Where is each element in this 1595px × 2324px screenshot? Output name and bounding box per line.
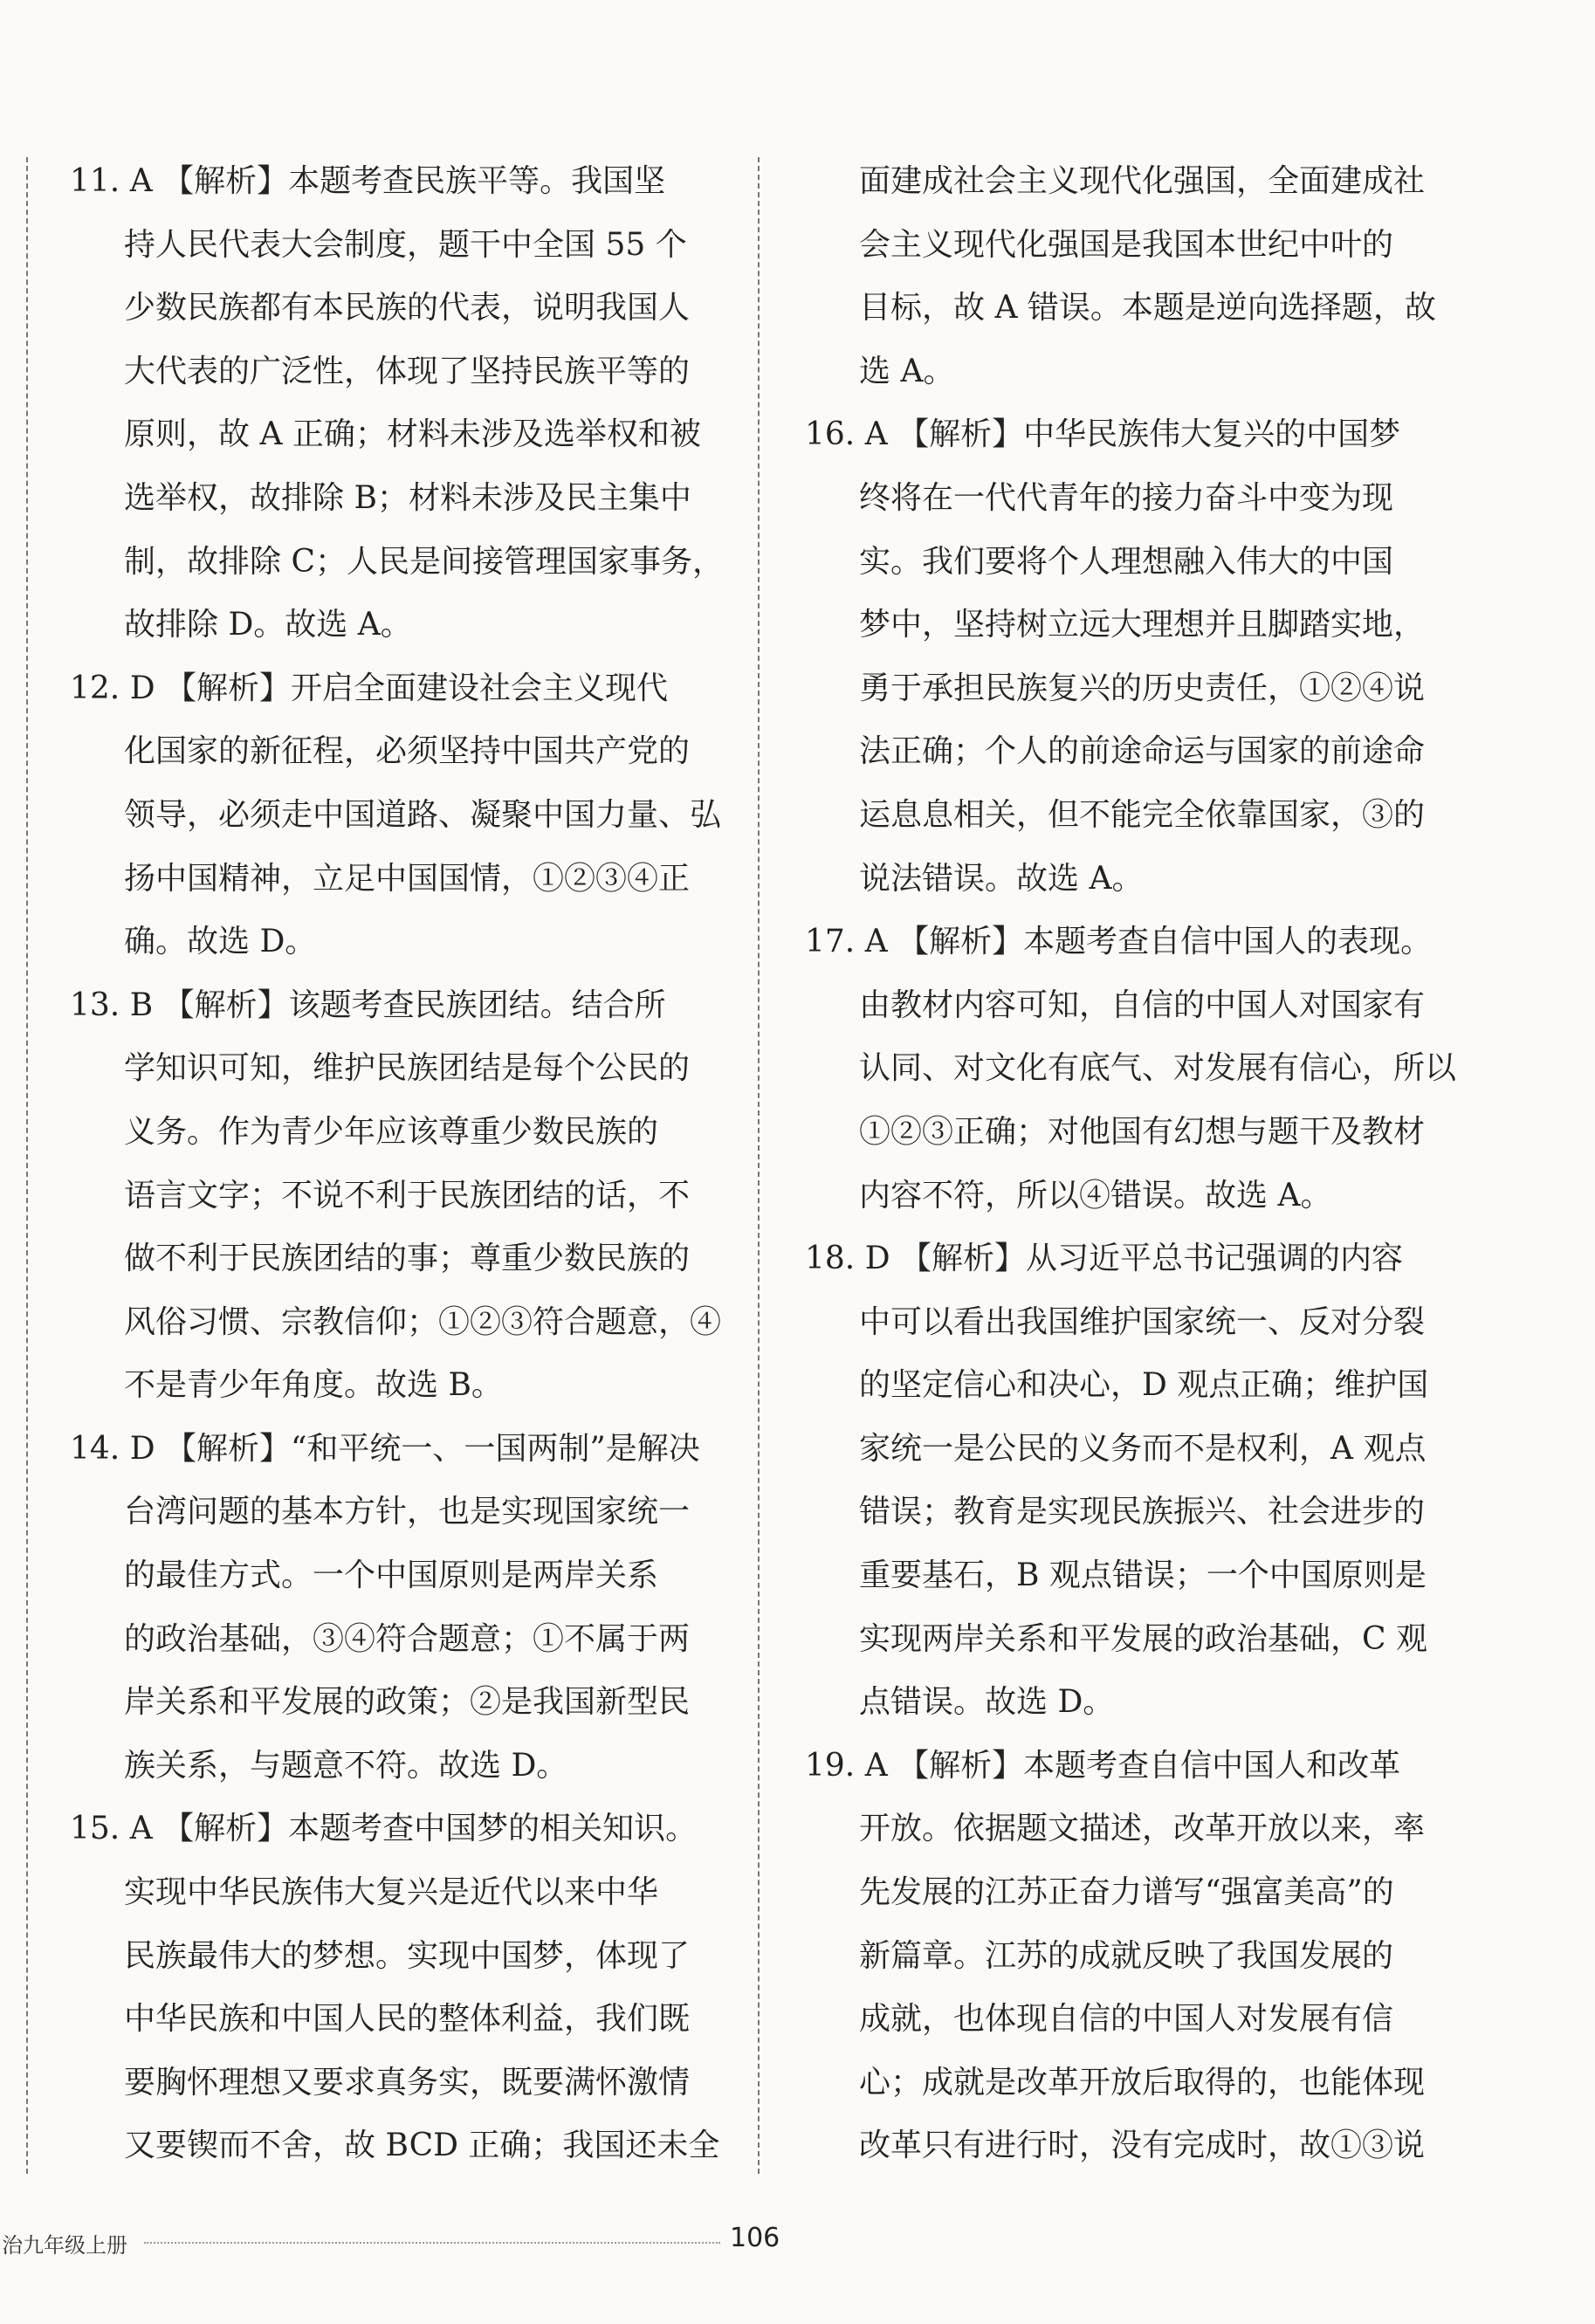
answer-line: 17. A 【解析】本题考查自信中国人的表现。 — [805, 924, 1433, 960]
answer-line: 面建成社会主义现代化强国，全面建成社 — [859, 163, 1426, 199]
answer-line: 风俗习惯、宗教信仰；①②③符合题意，④ — [124, 1303, 722, 1340]
answer-line: 岸关系和平发展的政策；②是我国新型民 — [124, 1684, 691, 1721]
left-column — [70, 150, 760, 2178]
answer-line: 开放。依据题文描述，改革开放以来，率 — [859, 1811, 1426, 1847]
answer-line: 13. B 【解析】该题考查民族团结。结合所 — [70, 987, 666, 1023]
right-column — [805, 150, 1495, 2178]
answer-line: 12. D 【解析】开启全面建设社会主义现代 — [70, 670, 669, 706]
answer-line: 义务。作为青少年应该尊重少数民族的 — [124, 1113, 659, 1150]
answer-line: 14. D 【解析】“和平统一、一国两制”是解决 — [70, 1430, 700, 1467]
answer-line: 错误；教育是实现民族振兴、社会进步的 — [859, 1494, 1426, 1530]
answer-line: 终将在一代代青年的接力奋斗中变为现 — [859, 479, 1394, 516]
answer-line: 族关系，与题意不符。故选 D。 — [124, 1747, 568, 1784]
answer-item — [70, 1798, 760, 2178]
answer-line: 故排除 D。故选 A。 — [124, 607, 412, 643]
answer-item — [805, 403, 1495, 911]
answer-line: 的最佳方式。一个中国原则是两岸关系 — [124, 1557, 659, 1594]
answer-line: 实现中华民族伟大复兴是近代以来中华 — [124, 1874, 659, 1911]
answer-line: 语言文字；不说不利于民族团结的话，不 — [124, 1177, 691, 1214]
answer-line: 少数民族都有本民族的代表，说明我国人 — [124, 290, 691, 327]
answer-line: 法正确；个人的前途命运与国家的前途命 — [859, 733, 1426, 770]
answer-line: 会主义现代化强国是我国本世纪中叶的 — [859, 226, 1394, 263]
page-footer — [0, 2217, 1595, 2270]
answer-line: 制，故排除 C；人民是间接管理国家事务， — [124, 543, 724, 580]
answer-line: 15. A 【解析】本题考查中国梦的相关知识。 — [70, 1811, 698, 1847]
answer-line: 原则，故 A 正确；材料未涉及选举权和被 — [124, 416, 701, 453]
answer-item — [70, 657, 760, 974]
answer-line: 认同、对文化有底气、对发展有信心，所以 — [859, 1050, 1457, 1087]
answer-line: ①②③正确；对他国有幻想与题干及教材 — [859, 1113, 1426, 1150]
answer-line: 运息息相关，但不能完全依靠国家，③的 — [859, 796, 1426, 833]
answer-line: 点错误。故选 D。 — [859, 1684, 1115, 1721]
answer-line: 目标，故 A 错误。本题是逆向选择题，故 — [859, 290, 1436, 327]
answer-line: 选 A。 — [859, 353, 955, 389]
answer-line: 化国家的新征程，必须坚持中国共产党的 — [124, 733, 691, 770]
answer-line: 扬中国精神，立足中国国情，①②③④正 — [124, 860, 691, 897]
answer-line: 又要锲而不舍，故 BCD 正确；我国还未全 — [124, 2128, 720, 2164]
answer-line: 改革只有进行时，没有完成时，故①③说 — [859, 2128, 1426, 2164]
answer-line: 成就，也体现自信的中国人对发展有信 — [859, 2001, 1394, 2038]
answer-line: 大代表的广泛性，体现了坚持民族平等的 — [124, 353, 691, 389]
answer-line: 先发展的江苏正奋力谱写“强富美高”的 — [859, 1874, 1394, 1911]
answer-line: 由教材内容可知，自信的中国人对国家有 — [859, 987, 1426, 1023]
answer-item — [805, 150, 1495, 403]
answer-line: 做不利于民族团结的事；尊重少数民族的 — [124, 1241, 691, 1277]
left-dashed-rule — [26, 157, 28, 2174]
answer-line: 持人民代表大会制度，题干中全国 55 个 — [124, 226, 687, 263]
answer-line: 说法错误。故选 A。 — [859, 860, 1144, 897]
answer-item — [70, 1418, 760, 1798]
answer-item — [805, 1735, 1495, 2178]
answer-line: 勇于承担民族复兴的历史责任，①②④说 — [859, 670, 1426, 706]
answer-item — [805, 1227, 1495, 1735]
footer-book-label: 治九年级上册 — [2, 2233, 127, 2258]
answer-line: 要胸怀理想又要求真务实，既要满怀激情 — [124, 2064, 691, 2101]
answer-line: 实。我们要将个人理想融入伟大的中国 — [859, 543, 1394, 580]
answer-line: 心；成就是改革开放后取得的，也能体现 — [859, 2064, 1426, 2101]
answer-line: 18. D 【解析】从习近平总书记强调的内容 — [805, 1241, 1404, 1277]
answer-line: 中可以看出我国维护国家统一、反对分裂 — [859, 1303, 1426, 1340]
page-number: 106 — [730, 2223, 780, 2253]
answer-item — [805, 911, 1495, 1227]
answer-line: 学知识可知，维护民族团结是每个公民的 — [124, 1050, 691, 1087]
answer-line: 的政治基础，③④符合题意；①不属于两 — [124, 1620, 691, 1657]
answer-line: 选举权，故排除 B；材料未涉及民主集中 — [124, 479, 691, 516]
answer-line: 民族最伟大的梦想。实现中国梦，体现了 — [124, 1937, 691, 1974]
answer-line: 实现两岸关系和平发展的政治基础，C 观 — [859, 1620, 1427, 1657]
answer-line: 中华民族和中国人民的整体利益，我们既 — [124, 2001, 691, 2038]
answer-line: 领导，必须走中国道路、凝聚中国力量、弘 — [124, 796, 722, 833]
answer-line: 重要基石，B 观点错误；一个中国原则是 — [859, 1557, 1427, 1594]
answer-line: 不是青少年角度。故选 B。 — [124, 1367, 503, 1404]
footer-dotted-leader — [144, 2242, 720, 2244]
answer-line: 家统一是公民的义务而不是权利，A 观点 — [859, 1430, 1427, 1467]
answer-line: 内容不符，所以④错误。故选 A。 — [859, 1177, 1332, 1214]
answer-item — [70, 974, 760, 1418]
answer-line: 19. A 【解析】本题考查自信中国人和改革 — [805, 1747, 1401, 1784]
answer-line: 梦中，坚持树立远大理想并且脚踏实地， — [859, 607, 1426, 643]
answer-line: 的坚定信心和决心，D 观点正确；维护国 — [859, 1367, 1429, 1404]
answer-line: 新篇章。江苏的成就反映了我国发展的 — [859, 1937, 1394, 1974]
answer-line: 11. A 【解析】本题考查民族平等。我国坚 — [70, 163, 666, 199]
answer-line: 确。故选 D。 — [124, 924, 317, 960]
answer-line: 16. A 【解析】中华民族伟大复兴的中国梦 — [805, 416, 1401, 453]
answer-line: 台湾问题的基本方针，也是实现国家统一 — [124, 1494, 691, 1530]
answer-item — [70, 150, 760, 657]
